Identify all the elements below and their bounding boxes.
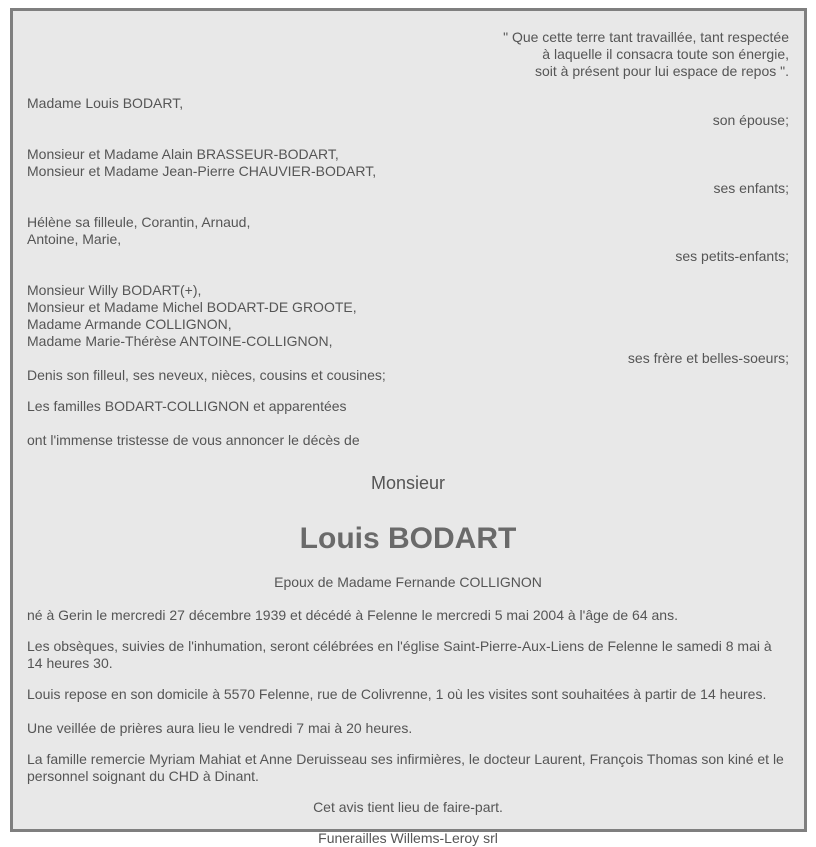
sibling-name: Madame Armande COLLIGNON, <box>27 316 232 332</box>
obituary-frame <box>10 8 807 846</box>
children-group <box>27 146 789 197</box>
epigraph-quote <box>27 29 789 80</box>
spouse-role: son épouse; <box>712 112 789 128</box>
siblings-role: ses frère et belles-soeurs; <box>627 350 789 366</box>
spouse-name: Madame Louis BODART, <box>27 95 184 111</box>
vigil-text: Une veillée de prières aura lieu le vendredi 7 mai à 20 heures. <box>27 720 413 736</box>
grandchildren-group <box>27 214 789 265</box>
child-name: Monsieur et Madame Alain BRASSEUR-BODART, <box>27 146 339 162</box>
birth-death-text: né à Gerin le mercredi 27 décembre 1939 et décédé à Felenne le mercredi 5 mai 2004 à l'âge de 64 ans. <box>27 607 678 623</box>
grandchildren-role: ses petits-enfants; <box>675 248 789 264</box>
children-role: ses enfants; <box>713 180 789 196</box>
others-line: Denis son filleul, ses neveux, nièces, cousins et cousines; <box>27 367 386 383</box>
sibling-name: Monsieur et Madame Michel BODART-DE GROOTE, <box>27 299 357 315</box>
announcement-line: ont l'immense tristesse de vous annoncer le décès de <box>27 432 360 448</box>
quote-line: soit à présent pour lui espace de repos ". <box>534 63 789 79</box>
child-name: Monsieur et Madame Jean-Pierre CHAUVIER-BODART, <box>27 163 377 179</box>
families-line: Les familles BODART-COLLIGNON et apparentées <box>27 398 347 414</box>
resting-text: Louis repose en son domicile à 5570 Felenne, rue de Colivrenne, 1 où les visites sont souhaitées à partir de 14 heures. <box>27 686 767 702</box>
sibling-name: Monsieur Willy BODART(+), <box>27 282 202 298</box>
funeral-text: Les obsèques, suivies de l'inhumation, seront célébrées en l'église Saint-Pierre-Aux-Liens de Felenne le samedi 8 mai à 14 heures 30. <box>27 638 772 671</box>
siblings-group <box>27 282 789 367</box>
spouse-group <box>27 95 789 129</box>
deceased-spouse: Epoux de Madame Fernande COLLIGNON <box>274 574 542 590</box>
deceased-title: Monsieur <box>370 473 446 493</box>
funeral-home: Funerailles Willems-Leroy srl <box>318 830 498 846</box>
obituary-content <box>27 29 789 847</box>
sibling-name: Madame Marie-Thérèse ANTOINE-COLLIGNON, <box>27 333 333 349</box>
deceased-name: Louis BODART <box>299 522 517 555</box>
quote-line: " Que cette terre tant travaillée, tant respectée <box>503 29 789 45</box>
notice-text: Cet avis tient lieu de faire-part. <box>313 799 503 815</box>
grandchild-name: Hélène sa filleule, Corantin, Arnaud, <box>27 214 251 230</box>
grandchild-name: Antoine, Marie, <box>27 231 122 247</box>
thanks-text: La famille remercie Myriam Mahiat et Anne Deruisseau ses infirmières, le docteur Laurent, François Thomas son kiné et le personnel soignant du CHD à Dinant. <box>27 751 784 784</box>
quote-line: à laquelle il consacra toute son énergie, <box>542 46 789 62</box>
